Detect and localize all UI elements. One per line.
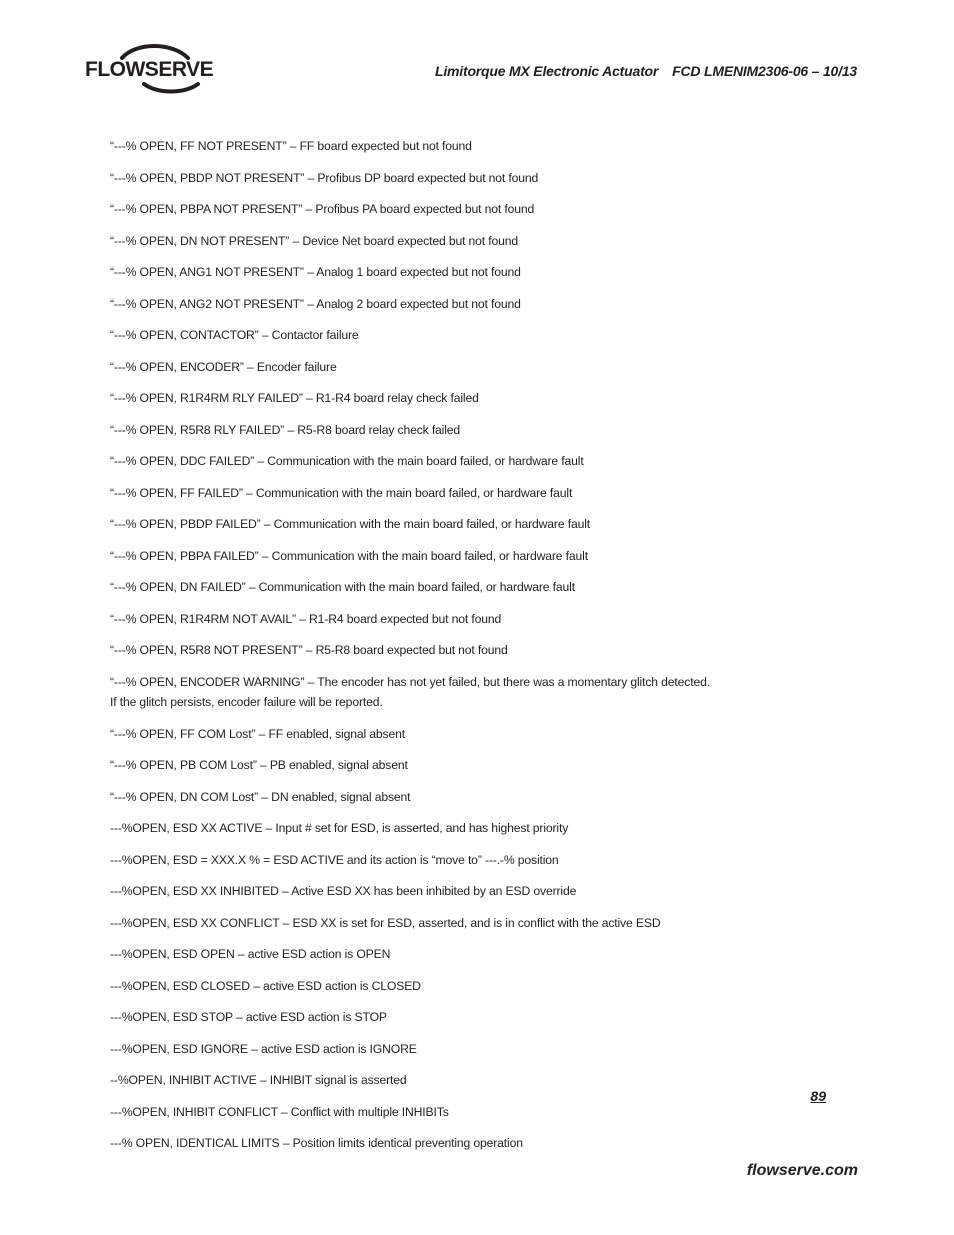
list-item: ---%OPEN, INHIBIT CONFLICT – Conflict with multiple INHIBITs xyxy=(110,1104,449,1119)
list-item: “---% OPEN, FF FAILED” – Communication with the main board failed, or hardware fault xyxy=(110,485,573,500)
list-item: “---% OPEN, PBPA FAILED” – Communication with the main board failed, or hardware fault xyxy=(110,548,588,563)
list-item: “---% OPEN, R5R8 RLY FAILED” – R5-R8 board relay check failed xyxy=(110,422,461,437)
list-item: “---% OPEN, R5R8 NOT PRESENT” – R5-R8 board expected but not found xyxy=(110,643,508,657)
list-item: “---% OPEN, ENCODER” – Encoder failure xyxy=(110,359,337,374)
encoder-warning-line-1: “---% OPEN, ENCODER WARNING” – The encoder has not yet failed, but there was a momentary glitch detected. xyxy=(110,674,710,689)
page-number: 89 xyxy=(810,1088,826,1104)
flowserve-logo xyxy=(84,40,224,98)
header-title xyxy=(435,63,857,79)
list-item: --%OPEN, INHIBIT ACTIVE – INHIBIT signal is asserted xyxy=(110,1073,407,1087)
list-item: “---% OPEN, PBPA NOT PRESENT” – Profibus PA board expected but not found xyxy=(110,202,535,216)
list-item: “---% OPEN, CONTACTOR” – Contactor failure xyxy=(110,328,359,342)
list-item: “---% OPEN, DN NOT PRESENT” – Device Net board expected but not found xyxy=(110,233,519,248)
list-item: “---% OPEN, DN FAILED” – Communication with the main board failed, or hardware fault xyxy=(110,580,575,594)
status-message-list xyxy=(110,136,750,1165)
list-item: “---% OPEN, DDC FAILED” – Communication with the main board failed, or hardware fault xyxy=(110,454,584,468)
list-item: “---% OPEN, FF COM Lost” – FF enabled, signal absent xyxy=(110,726,405,741)
list-item: “---% OPEN, ANG1 NOT PRESENT” – Analog 1 board expected but not found xyxy=(110,265,521,279)
document-title: Limitorque MX Electronic Actuator xyxy=(435,63,659,79)
list-item: “---% OPEN, R1R4RM RLY FAILED” – R1-R4 board relay check failed xyxy=(110,391,479,405)
logo-wordmark: FLOWSERVE xyxy=(85,58,214,81)
list-item: “---% OPEN, PBDP FAILED” – Communication with the main board failed, or hardware fault xyxy=(110,517,590,531)
encoder-warning-line-2: If the glitch persists, encoder failure will be reported. xyxy=(110,694,383,709)
footer-website: flowserve.com xyxy=(746,1162,858,1179)
list-item: “---% OPEN, ANG2 NOT PRESENT” – Analog 2 board expected but not found xyxy=(110,296,521,311)
list-item: “---% OPEN, PBDP NOT PRESENT” – Profibus DP board expected but not found xyxy=(110,170,539,185)
list-item: ---%OPEN, ESD STOP – active ESD action is STOP xyxy=(110,1010,387,1024)
list-item: ---%OPEN, ESD = XXX.X % = ESD ACTIVE and its action is “move to” ---.-% position xyxy=(110,852,559,867)
list-item: ---%OPEN, ESD OPEN – active ESD action is OPEN xyxy=(110,947,391,961)
list-item: ---%OPEN, ESD XX INHIBITED – Active ESD XX has been inhibited by an ESD override xyxy=(110,884,577,898)
list-item: “---% OPEN, DN COM Lost” – DN enabled, signal absent xyxy=(110,789,411,804)
list-item: ---%OPEN, ESD XX ACTIVE – Input # set for ESD, is asserted, and has highest priority xyxy=(110,821,569,835)
list-item: “---% OPEN, PB COM Lost” – PB enabled, signal absent xyxy=(110,758,408,772)
list-item: ---%OPEN, ESD CLOSED – active ESD action is CLOSED xyxy=(110,978,421,993)
list-item: ---%OPEN, ESD IGNORE – active ESD action is IGNORE xyxy=(110,1041,417,1056)
flowserve-logo-mark xyxy=(84,40,224,98)
list-item: “---% OPEN, R1R4RM NOT AVAIL” – R1-R4 board expected but not found xyxy=(110,611,502,626)
list-item-encoder-warning xyxy=(110,672,750,724)
list-item: “---% OPEN, FF NOT PRESENT” – FF board expected but not found xyxy=(110,139,472,153)
list-item: ---% OPEN, IDENTICAL LIMITS – Position limits identical preventing operation xyxy=(110,1136,523,1150)
list-item: ---%OPEN, ESD XX CONFLICT – ESD XX is set for ESD, asserted, and is in conflict with the active ESD xyxy=(110,915,661,930)
document-code: FCD LMENIM2306-06 – 10/13 xyxy=(672,63,857,79)
